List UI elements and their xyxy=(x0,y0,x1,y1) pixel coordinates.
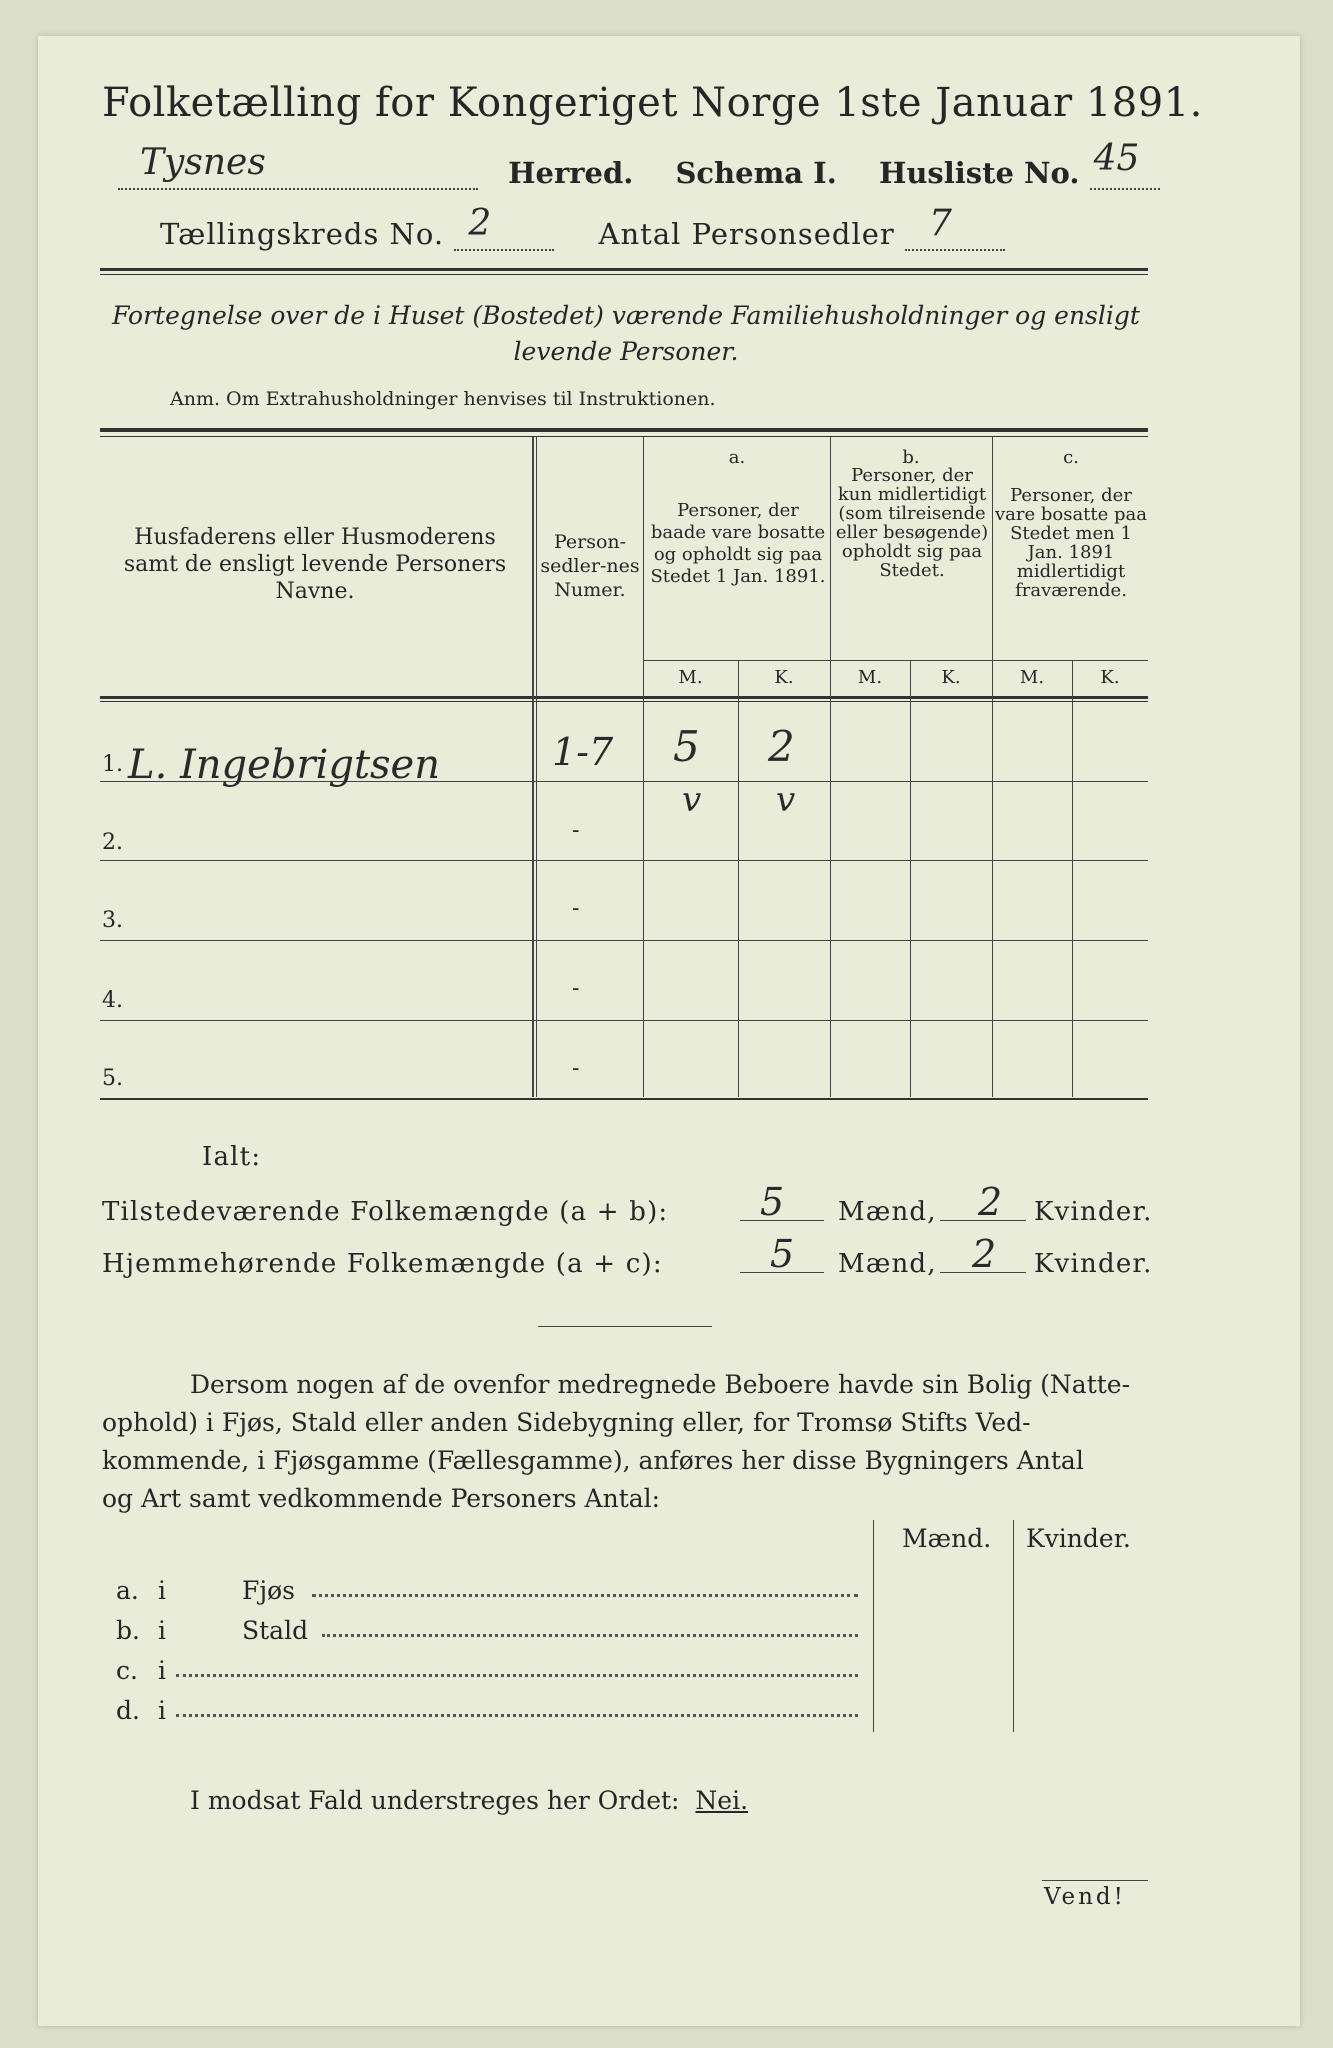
bld-d-letter: d. xyxy=(116,1696,140,1725)
bld-a-dots xyxy=(312,1592,858,1597)
bld-c-dots xyxy=(176,1672,858,1677)
col-sep-name xyxy=(532,437,534,1097)
kreds-value: 2 xyxy=(468,203,493,244)
kreds-row xyxy=(160,203,1005,251)
col-b-header: Personer, der kun midlertidigt (som tilreisende eller besøgende) opholdt sig paa Stedet. xyxy=(835,465,989,581)
row-1-num: 1. xyxy=(102,752,123,777)
bld-b-label: Stald xyxy=(242,1616,309,1645)
form-title: Folketælling for Kongeriget Norge 1ste Januar 1891. xyxy=(102,80,1203,126)
hjemme-label: Hjemmehørende Folkemængde (a + c): xyxy=(102,1249,663,1279)
row-5-numer: - xyxy=(572,1056,580,1081)
col-b-letter: b. xyxy=(902,447,920,468)
mk-header-top xyxy=(643,660,1148,661)
row-1-name: L. Ingebrigtsen xyxy=(128,742,440,788)
row-1-a-k: 2 xyxy=(768,722,795,771)
bld-kvinder-header: Kvinder. xyxy=(1026,1524,1131,1553)
antal-field xyxy=(905,203,1005,251)
bld-a-label: Fjøs xyxy=(242,1576,295,1605)
ialt-label: Ialt: xyxy=(202,1142,262,1172)
col-a-letter: a. xyxy=(728,447,746,468)
bld-b-letter: b. xyxy=(116,1616,140,1645)
herred-value: Tysnes xyxy=(140,142,266,183)
paragraph-line-1: Dersom nogen af de ovenfor medregnede Beboere havde sin Bolig (Natte- xyxy=(190,1370,1131,1399)
bld-sep-1 xyxy=(873,1520,874,1732)
header-rule-thin xyxy=(100,274,1148,275)
husliste-label: Husliste No. xyxy=(878,156,1080,190)
bld-d-dots xyxy=(176,1712,858,1717)
c-k-label: K. xyxy=(1100,667,1120,688)
row-3-rule xyxy=(100,940,1148,941)
row-1-numer: 1-7 xyxy=(552,730,614,774)
modsat-text xyxy=(190,1786,748,1815)
tilstede-kvinder: Kvinder. xyxy=(1034,1197,1153,1227)
table-header-bottom-rule-thin xyxy=(100,701,1148,702)
nei-word: Nei. xyxy=(695,1786,749,1815)
table-top-rule-thin xyxy=(100,436,1148,437)
kreds-field xyxy=(454,203,554,251)
hjemme-maend: Mænd, xyxy=(838,1249,937,1279)
table-top-rule xyxy=(100,428,1148,432)
row-5-num: 5. xyxy=(102,1066,123,1091)
b-k-label: K. xyxy=(941,667,961,688)
col-num-header: Person-sedler-nes Numer. xyxy=(540,531,640,601)
bld-sep-2 xyxy=(1013,1520,1014,1732)
row-3-numer: - xyxy=(572,896,580,921)
husliste-field xyxy=(1090,138,1160,190)
table-bottom-rule xyxy=(100,1098,1148,1100)
tilstede-maend: Mænd, xyxy=(838,1197,937,1227)
bld-d-prep: i xyxy=(158,1696,166,1725)
hjemme-k-value: 2 xyxy=(972,1232,997,1276)
col-c-header: Personer, der vare bosatte paa Stedet men 1 Jan. 1891 midlertidigt fraværende. xyxy=(994,485,1148,601)
b-m-label: M. xyxy=(857,667,883,688)
col-sep-name-2 xyxy=(536,437,537,1097)
row-1-a-m-check: v xyxy=(682,780,702,820)
c-m-label: M. xyxy=(1019,667,1045,688)
col-a-header: Personer, der baade vare bosatte og opholdt sig paa Stedet 1 Jan. 1891. xyxy=(650,500,826,587)
a-k-label: K. xyxy=(774,667,794,688)
herred-row xyxy=(118,138,1160,190)
col-name-header: Husfaderens eller Husmoderens samt de ensligt levende Personers Navne. xyxy=(123,525,507,604)
row-2-rule xyxy=(100,860,1148,861)
col-sep-c-mk xyxy=(1072,660,1073,1097)
kreds-label: Tællingskreds No. xyxy=(160,217,445,251)
bld-maend-header: Mænd. xyxy=(902,1524,992,1553)
vend-text: Vend! xyxy=(1044,1884,1126,1910)
modsat-label: I modsat Fald understreges her Ordet: xyxy=(190,1786,680,1815)
bld-b-dots xyxy=(322,1632,858,1637)
hjemme-kvinder: Kvinder. xyxy=(1034,1249,1153,1279)
schema-label: Schema I. xyxy=(675,156,837,190)
row-4-numer: - xyxy=(572,976,580,1001)
caption: Fortegnelse over de i Huset (Bostedet) værende Familiehusholdninger og ensligt levende Personer. xyxy=(112,301,1140,366)
col-sep-num xyxy=(643,437,644,1097)
tilstede-k-value: 2 xyxy=(978,1180,1003,1224)
row-4-rule xyxy=(100,1020,1148,1021)
vend-rule xyxy=(1042,1880,1148,1881)
husliste-value: 45 xyxy=(1093,138,1140,179)
herred-field xyxy=(118,142,478,190)
bld-c-letter: c. xyxy=(116,1656,138,1685)
col-sep-a-mk xyxy=(738,660,739,1097)
antal-value: 7 xyxy=(928,203,953,244)
col-sep-b-mk xyxy=(910,660,911,1097)
tilstede-label: Tilstedeværende Folkemængde (a + b): xyxy=(102,1197,669,1227)
col-sep-b xyxy=(992,437,993,1097)
bld-a-prep: i xyxy=(158,1576,166,1605)
a-m-label: M. xyxy=(678,667,703,688)
paragraph-line-2: ophold) i Fjøs, Stald eller anden Sidebygning eller, for Tromsø Stifts Ved- xyxy=(102,1408,1031,1437)
paragraph-line-4: og Art samt vedkommende Personers Antal: xyxy=(102,1484,661,1513)
annotation-note: Anm. Om Extrahusholdninger henvises til Instruktionen. xyxy=(170,388,716,410)
hjemme-m-value: 5 xyxy=(770,1232,795,1276)
bld-c-prep: i xyxy=(158,1656,166,1685)
row-1-a-m: 5 xyxy=(673,722,700,771)
antal-label: Antal Personsedler xyxy=(598,217,895,251)
bld-b-prep: i xyxy=(158,1616,166,1645)
row-1-a-k-check: v xyxy=(776,780,796,820)
col-sep-a xyxy=(830,437,831,1097)
row-2-numer: - xyxy=(572,818,580,843)
row-4-num: 4. xyxy=(102,988,123,1013)
herred-label: Herred. xyxy=(508,156,634,190)
row-2-num: 2. xyxy=(102,830,123,855)
bld-a-letter: a. xyxy=(116,1576,139,1605)
row-3-num: 3. xyxy=(102,908,123,933)
col-c-letter: c. xyxy=(1063,447,1079,468)
paragraph-line-3: kommende, i Fjøsgamme (Fællesgamme), anføres her disse Bygningers Antal xyxy=(102,1446,1084,1475)
table-header-bottom-rule xyxy=(100,696,1148,699)
separator-rule xyxy=(538,1326,712,1327)
tilstede-m-value: 5 xyxy=(760,1180,785,1224)
header-rule xyxy=(100,268,1148,271)
